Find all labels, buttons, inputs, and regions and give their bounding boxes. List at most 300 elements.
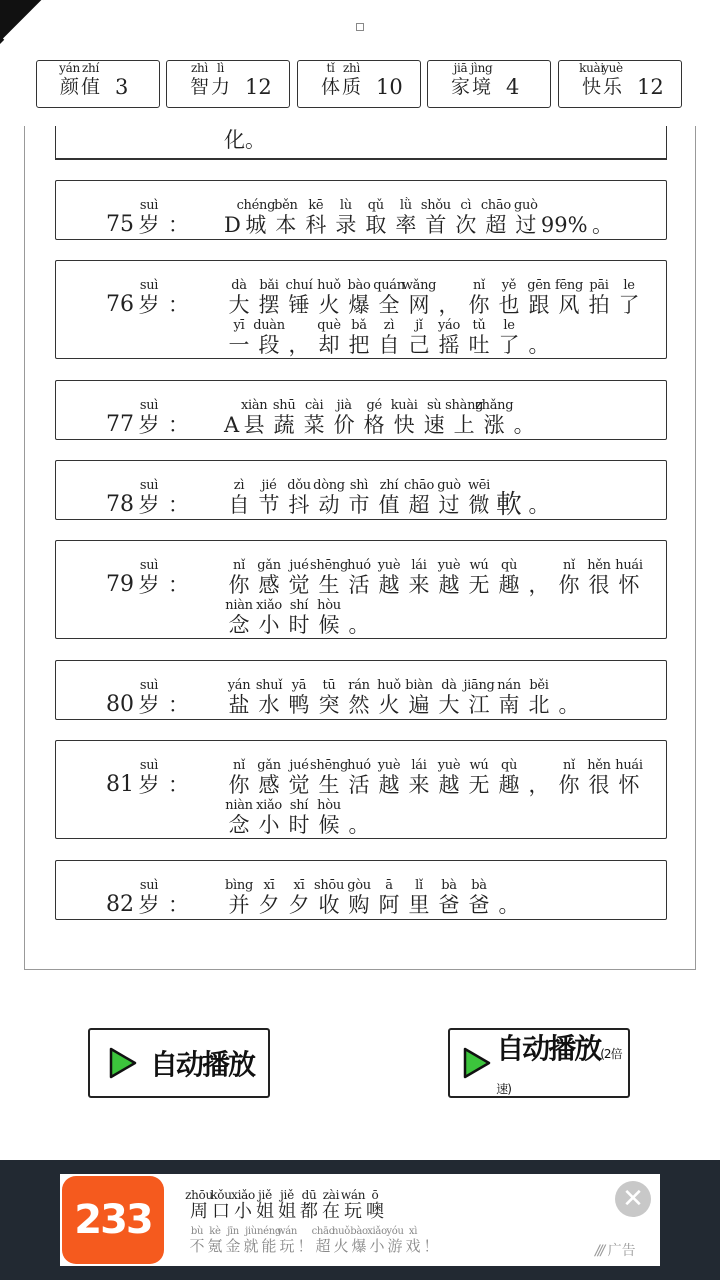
pinyin: néng: [257, 1226, 282, 1237]
log-entry: [55, 740, 667, 839]
pinyin: suì: [139, 558, 159, 573]
latin-text: 99%: [540, 213, 588, 237]
pinyin: tū: [322, 678, 336, 693]
pinyin: huó: [347, 558, 371, 573]
pinyin: nǐ: [473, 278, 485, 293]
top-indicator-dot: [356, 23, 364, 31]
ruby-glyph: [404, 559, 434, 597]
hanzi: 智: [189, 76, 209, 98]
ruby-glyph: [524, 479, 554, 517]
hanzi: 周: [190, 1201, 208, 1222]
ruby-glyph: [254, 559, 284, 597]
ruby-glyph: [134, 279, 164, 317]
hanzi: 岁: [138, 773, 160, 797]
ruby-glyph: [134, 879, 164, 917]
hanzi: ！: [297, 1237, 313, 1255]
log-entry: [55, 260, 667, 359]
pinyin: kè: [209, 1226, 221, 1237]
ruby-glyph: [344, 879, 374, 917]
pinyin: qù: [500, 558, 518, 573]
age-number: 75: [106, 212, 134, 237]
pinyin: yuè: [437, 558, 461, 573]
stat-box: [166, 60, 290, 108]
ruby-glyph: [344, 279, 374, 317]
ruby-glyph: [451, 199, 481, 237]
pinyin: wán: [340, 1188, 366, 1202]
ruby-glyph: [524, 679, 554, 717]
hanzi: 大: [228, 293, 250, 317]
age-colon: ：: [168, 693, 189, 717]
ad-mark-icon: ///: [595, 1243, 604, 1259]
ruby-glyph: [584, 759, 614, 797]
pinyin: zhí: [82, 61, 99, 75]
hanzi: 锤: [288, 293, 310, 317]
hanzi: 小: [258, 613, 280, 637]
pinyin: huǒ: [377, 678, 401, 693]
pinyin: niàn: [225, 798, 253, 813]
age-number: 80: [106, 692, 134, 717]
hanzi: 噢: [366, 1201, 384, 1222]
pinyin: lái: [411, 758, 427, 773]
pinyin: shí: [289, 798, 309, 813]
hanzi: 都: [300, 1201, 318, 1222]
pinyin: huó: [347, 758, 371, 773]
pinyin: bào: [350, 1226, 368, 1237]
hanzi: 江: [468, 693, 490, 717]
log-entry: [55, 540, 667, 639]
age-colon: ：: [168, 573, 189, 597]
ruby-glyph: [524, 319, 554, 357]
age-number: 78: [106, 492, 134, 517]
hanzi: 网: [408, 293, 430, 317]
ruby-glyph: [254, 879, 284, 917]
pinyin: le: [623, 278, 635, 293]
ruby-glyph: [471, 61, 492, 99]
pinyin: chāo: [480, 198, 511, 213]
ruby-glyph: [284, 279, 314, 317]
ruby-glyph: [404, 319, 434, 357]
pinyin: yuè: [377, 558, 401, 573]
ruby-glyph: [254, 479, 284, 517]
ruby-glyph: [254, 1188, 276, 1222]
pinyin: gēn: [527, 278, 551, 293]
hanzi: 氪: [207, 1237, 223, 1255]
hanzi: 越: [438, 573, 460, 597]
hanzi: 涨: [483, 413, 505, 437]
hanzi: 。: [498, 893, 520, 917]
pinyin: xì: [408, 1226, 418, 1237]
pinyin: shì: [349, 478, 369, 493]
ruby-glyph: [511, 199, 541, 237]
hanzi: 。: [348, 813, 370, 837]
pinyin: niàn: [225, 598, 253, 613]
age-colon: ：: [168, 493, 189, 517]
pinyin: jiě: [258, 1188, 272, 1202]
hanzi: 小: [369, 1237, 385, 1255]
auto-play-2x-label: [496, 1027, 628, 1100]
hanzi: 来: [408, 773, 430, 797]
pinyin: kǒu: [210, 1188, 232, 1202]
ruby-glyph: [254, 279, 284, 317]
ruby-glyph: [224, 319, 254, 357]
hanzi: 金: [225, 1237, 241, 1255]
entry-age: [106, 879, 189, 917]
ruby-glyph: [584, 279, 614, 317]
pinyin: jià: [336, 398, 352, 413]
ruby-glyph: [254, 319, 284, 357]
ruby-glyph: [584, 559, 614, 597]
ruby-glyph: [374, 559, 404, 597]
entry-age: [106, 679, 189, 717]
entry-text: [224, 279, 644, 357]
ruby-glyph: [134, 399, 164, 437]
hanzi: ，: [528, 573, 550, 597]
hanzi: 首: [425, 213, 447, 237]
entry-age: [106, 759, 189, 797]
ruby-glyph: [284, 679, 314, 717]
ruby-glyph: [254, 799, 284, 837]
pinyin: wēi: [467, 478, 491, 493]
pinyin: nán: [497, 678, 521, 693]
ruby-glyph: [329, 399, 359, 437]
pinyin: suì: [139, 198, 159, 213]
hanzi: 吐: [468, 333, 490, 357]
hanzi: 乐: [602, 76, 622, 98]
pinyin: yuè: [377, 758, 401, 773]
ruby-glyph: [254, 599, 284, 637]
hanzi: 大: [438, 693, 460, 717]
pinyin: shàng: [445, 398, 484, 413]
pinyin: chéng: [236, 198, 276, 213]
hanzi: 觉: [288, 573, 310, 597]
ruby-glyph: [224, 559, 254, 597]
ruby-glyph: [342, 1188, 364, 1222]
pinyin: jié: [261, 478, 277, 493]
pinyin: xiǎo: [231, 1188, 255, 1202]
pinyin: suì: [139, 478, 159, 493]
pinyin: bù: [190, 1226, 204, 1237]
stat-box: [427, 60, 551, 108]
hanzi: 超: [485, 213, 507, 237]
hanzi: 活: [348, 773, 370, 797]
stat-value: 12: [637, 75, 664, 99]
pinyin: xī: [263, 878, 275, 893]
ruby-glyph: [404, 879, 434, 917]
hanzi: 生: [318, 773, 340, 797]
hanzi: 风: [558, 293, 580, 317]
hanzi: 微: [468, 493, 490, 517]
hanzi: 动: [318, 493, 340, 517]
ruby-glyph: [464, 279, 494, 317]
ruby-glyph: [344, 479, 374, 517]
hanzi: 抖: [288, 493, 310, 517]
entry-text: [224, 759, 644, 837]
hanzi: 南: [498, 693, 520, 717]
pinyin: chāo: [311, 1226, 335, 1237]
hanzi: 你: [558, 573, 580, 597]
pinyin: nǐ: [233, 558, 245, 573]
hanzi: 蔬: [273, 413, 295, 437]
hanzi: 趣: [498, 773, 520, 797]
hanzi: 质: [341, 76, 361, 98]
hanzi: 购: [348, 893, 370, 917]
entry-age: [106, 399, 189, 437]
hanzi: 水: [258, 693, 280, 717]
hanzi: 值: [80, 76, 100, 98]
pinyin: yóu: [386, 1226, 404, 1237]
ruby-glyph: [80, 61, 101, 99]
pinyin: wǎng: [401, 278, 437, 293]
ruby-glyph: [364, 1188, 386, 1222]
hanzi: 过: [515, 213, 537, 237]
hanzi: 时: [288, 613, 310, 637]
ruby-glyph: [284, 319, 314, 357]
pinyin: suì: [139, 398, 159, 413]
hanzi: 玩: [344, 1201, 362, 1222]
pinyin: biàn: [405, 678, 433, 693]
pinyin: qǔ: [367, 198, 384, 213]
ruby-glyph: [524, 759, 554, 797]
log-entry: [55, 460, 667, 520]
pinyin: rán: [348, 678, 370, 693]
auto-play-2x-button[interactable]: [448, 1028, 630, 1098]
ruby-glyph: [206, 1226, 224, 1255]
pinyin: pāi: [589, 278, 609, 293]
ruby-glyph: [224, 679, 254, 717]
entry-age: [106, 279, 189, 317]
ruby-glyph: [344, 759, 374, 797]
ruby-glyph: [434, 279, 464, 317]
pinyin: fēng: [555, 278, 583, 293]
ad-logo: 233: [62, 1176, 164, 1264]
stat-name: [581, 61, 623, 99]
stat-value: 10: [376, 75, 403, 99]
age-number: 82: [106, 892, 134, 917]
hanzi: 爆: [351, 1237, 367, 1255]
ruby-glyph: [374, 679, 404, 717]
ruby-glyph: [189, 61, 210, 99]
hanzi: 本: [275, 213, 297, 237]
pinyin: nǐ: [233, 758, 245, 773]
ad-banner-bar: [0, 1160, 720, 1280]
ruby-glyph: [614, 279, 644, 317]
age-colon: ：: [168, 293, 189, 317]
hanzi: 玩: [279, 1237, 295, 1255]
pinyin: zhōu: [185, 1188, 213, 1202]
pinyin: jiě: [280, 1188, 294, 1202]
pinyin: xiǎo: [256, 798, 282, 813]
log-entry: [55, 660, 667, 720]
pinyin: shuǐ: [255, 678, 283, 693]
hanzi: 夕: [258, 893, 280, 917]
pinyin: yī: [233, 318, 245, 333]
pinyin: quán: [373, 278, 405, 293]
ruby-glyph: [464, 679, 494, 717]
pinyin: yā: [291, 678, 307, 693]
hanzi: ，: [288, 333, 310, 357]
ruby-glyph: [314, 679, 344, 717]
hanzi: 火: [318, 293, 340, 317]
pinyin: zài: [322, 1188, 340, 1202]
pinyin: bà: [441, 878, 457, 893]
hanzi: 了: [618, 293, 640, 317]
hanzi: 怀: [618, 573, 640, 597]
pinyin: nǐ: [563, 558, 575, 573]
hanzi: 活: [348, 573, 370, 597]
pinyin: cài: [305, 398, 324, 413]
age-number: 81: [106, 772, 134, 797]
hanzi: 了: [498, 333, 520, 357]
ruby-glyph: [276, 1188, 298, 1222]
pinyin: kuài: [390, 398, 418, 413]
pinyin: huái: [615, 558, 643, 573]
ruby-glyph: [254, 759, 284, 797]
life-log-panel[interactable]: [24, 126, 696, 970]
ruby-glyph: [134, 559, 164, 597]
play-icon: [462, 1046, 490, 1080]
ruby-glyph: [341, 61, 362, 99]
ruby-glyph: [314, 879, 344, 917]
age-number: 79: [106, 572, 134, 597]
auto-play-button[interactable]: [88, 1028, 270, 1098]
hanzi: 值: [378, 493, 400, 517]
log-entry-partial: [55, 126, 667, 160]
ruby-glyph: [614, 759, 644, 797]
entry-text: [224, 478, 644, 520]
pinyin: zì: [233, 478, 245, 493]
entry-age: [106, 199, 189, 237]
hanzi: 很: [588, 773, 610, 797]
speed-suffix: (2倍速): [496, 1046, 622, 1096]
age-colon: ：: [168, 773, 189, 797]
hanzi: 爸: [438, 893, 460, 917]
ruby-glyph: [284, 479, 314, 517]
stats-bar: [36, 60, 684, 110]
ruby-glyph: [310, 758, 348, 797]
ruby-glyph: [314, 799, 344, 837]
ad-banner[interactable]: [60, 1174, 660, 1266]
ruby-glyph: [588, 199, 618, 237]
hanzi: 价: [333, 413, 355, 437]
age-colon: ：: [168, 893, 189, 917]
hanzi: 越: [438, 773, 460, 797]
hanzi: 爆: [348, 293, 370, 317]
ruby-glyph: [224, 879, 254, 917]
pinyin: lái: [411, 558, 427, 573]
hanzi: 自: [228, 493, 250, 517]
play-icon: [108, 1046, 138, 1080]
stat-name: [320, 61, 362, 99]
pinyin: dǒu: [287, 478, 311, 493]
pinyin: suì: [139, 758, 159, 773]
ruby-glyph: [134, 679, 164, 717]
pinyin: jǐ: [415, 318, 423, 333]
stat-name: [59, 61, 101, 99]
pinyin: yuè: [437, 758, 461, 773]
stat-value: 3: [115, 75, 129, 99]
pinyin: gòu: [347, 878, 371, 893]
pinyin: huǒ: [317, 278, 341, 293]
pinyin: dòng: [313, 478, 345, 493]
ruby-glyph: [434, 759, 464, 797]
hanzi: 一: [228, 333, 250, 357]
ruby-glyph: [284, 599, 314, 637]
hanzi: 格: [363, 413, 385, 437]
pinyin: suì: [139, 278, 159, 293]
ruby-glyph: [284, 879, 314, 917]
ruby-glyph: [314, 599, 344, 637]
hanzi: 突: [318, 693, 340, 717]
ruby-glyph: [464, 759, 494, 797]
ruby-glyph: [298, 1188, 320, 1222]
ruby-glyph: [434, 479, 464, 517]
hanzi: 趣: [498, 573, 520, 597]
hanzi: 能: [261, 1237, 277, 1255]
pinyin: yuè: [602, 61, 623, 75]
ruby-glyph: [494, 479, 524, 520]
hanzi: 爸: [468, 893, 490, 917]
ruby-glyph: [481, 199, 511, 237]
pinyin: le: [503, 318, 515, 333]
pinyin: suì: [139, 678, 159, 693]
pinyin: guò: [514, 198, 538, 213]
entry-age: [106, 479, 189, 517]
hanzi: 感: [258, 773, 280, 797]
hanzi: 速: [423, 413, 445, 437]
ruby-glyph: [401, 278, 437, 317]
pinyin: bào: [347, 278, 371, 293]
pinyin: jīn: [227, 1226, 239, 1237]
pinyin: xiǎo: [367, 1226, 387, 1237]
ruby-glyph: [464, 879, 494, 917]
pinyin: shí: [289, 598, 309, 613]
pinyin: xī: [293, 878, 305, 893]
pinyin: zì: [383, 318, 395, 333]
ruby-glyph: [374, 879, 404, 917]
pinyin: lù: [339, 198, 352, 213]
hanzi: 越: [378, 773, 400, 797]
pinyin: jiāng: [463, 678, 495, 693]
hanzi: 感: [258, 573, 280, 597]
pinyin: wán: [276, 1226, 298, 1237]
pinyin: hòu: [317, 598, 341, 613]
hanzi: 姐: [256, 1201, 274, 1222]
hanzi: 。: [528, 333, 550, 357]
pinyin: cì: [460, 198, 472, 213]
hanzi: 岁: [138, 413, 160, 437]
pinyin: xiǎo: [256, 598, 282, 613]
ruby-glyph: [344, 559, 374, 597]
ruby-glyph: [494, 759, 524, 797]
ruby-glyph: [299, 399, 329, 437]
hanzi: 市: [348, 493, 370, 517]
pinyin: xiàn: [240, 398, 268, 413]
ruby-glyph: [188, 1226, 206, 1255]
ruby-glyph: [320, 1188, 342, 1222]
hanzi: 。: [513, 413, 535, 437]
pinyin: lǜ: [399, 198, 412, 213]
hanzi: 并: [228, 893, 250, 917]
ruby-glyph: [314, 479, 344, 517]
hanzi: 超: [315, 1237, 331, 1255]
ad-close-button[interactable]: ✕: [615, 1181, 651, 1217]
hanzi: 火: [378, 693, 400, 717]
ruby-glyph: [344, 599, 374, 637]
stat-box: [36, 60, 160, 108]
hanzi: 城: [245, 213, 267, 237]
hanzi: 取: [365, 213, 387, 237]
pinyin: huái: [615, 758, 643, 773]
